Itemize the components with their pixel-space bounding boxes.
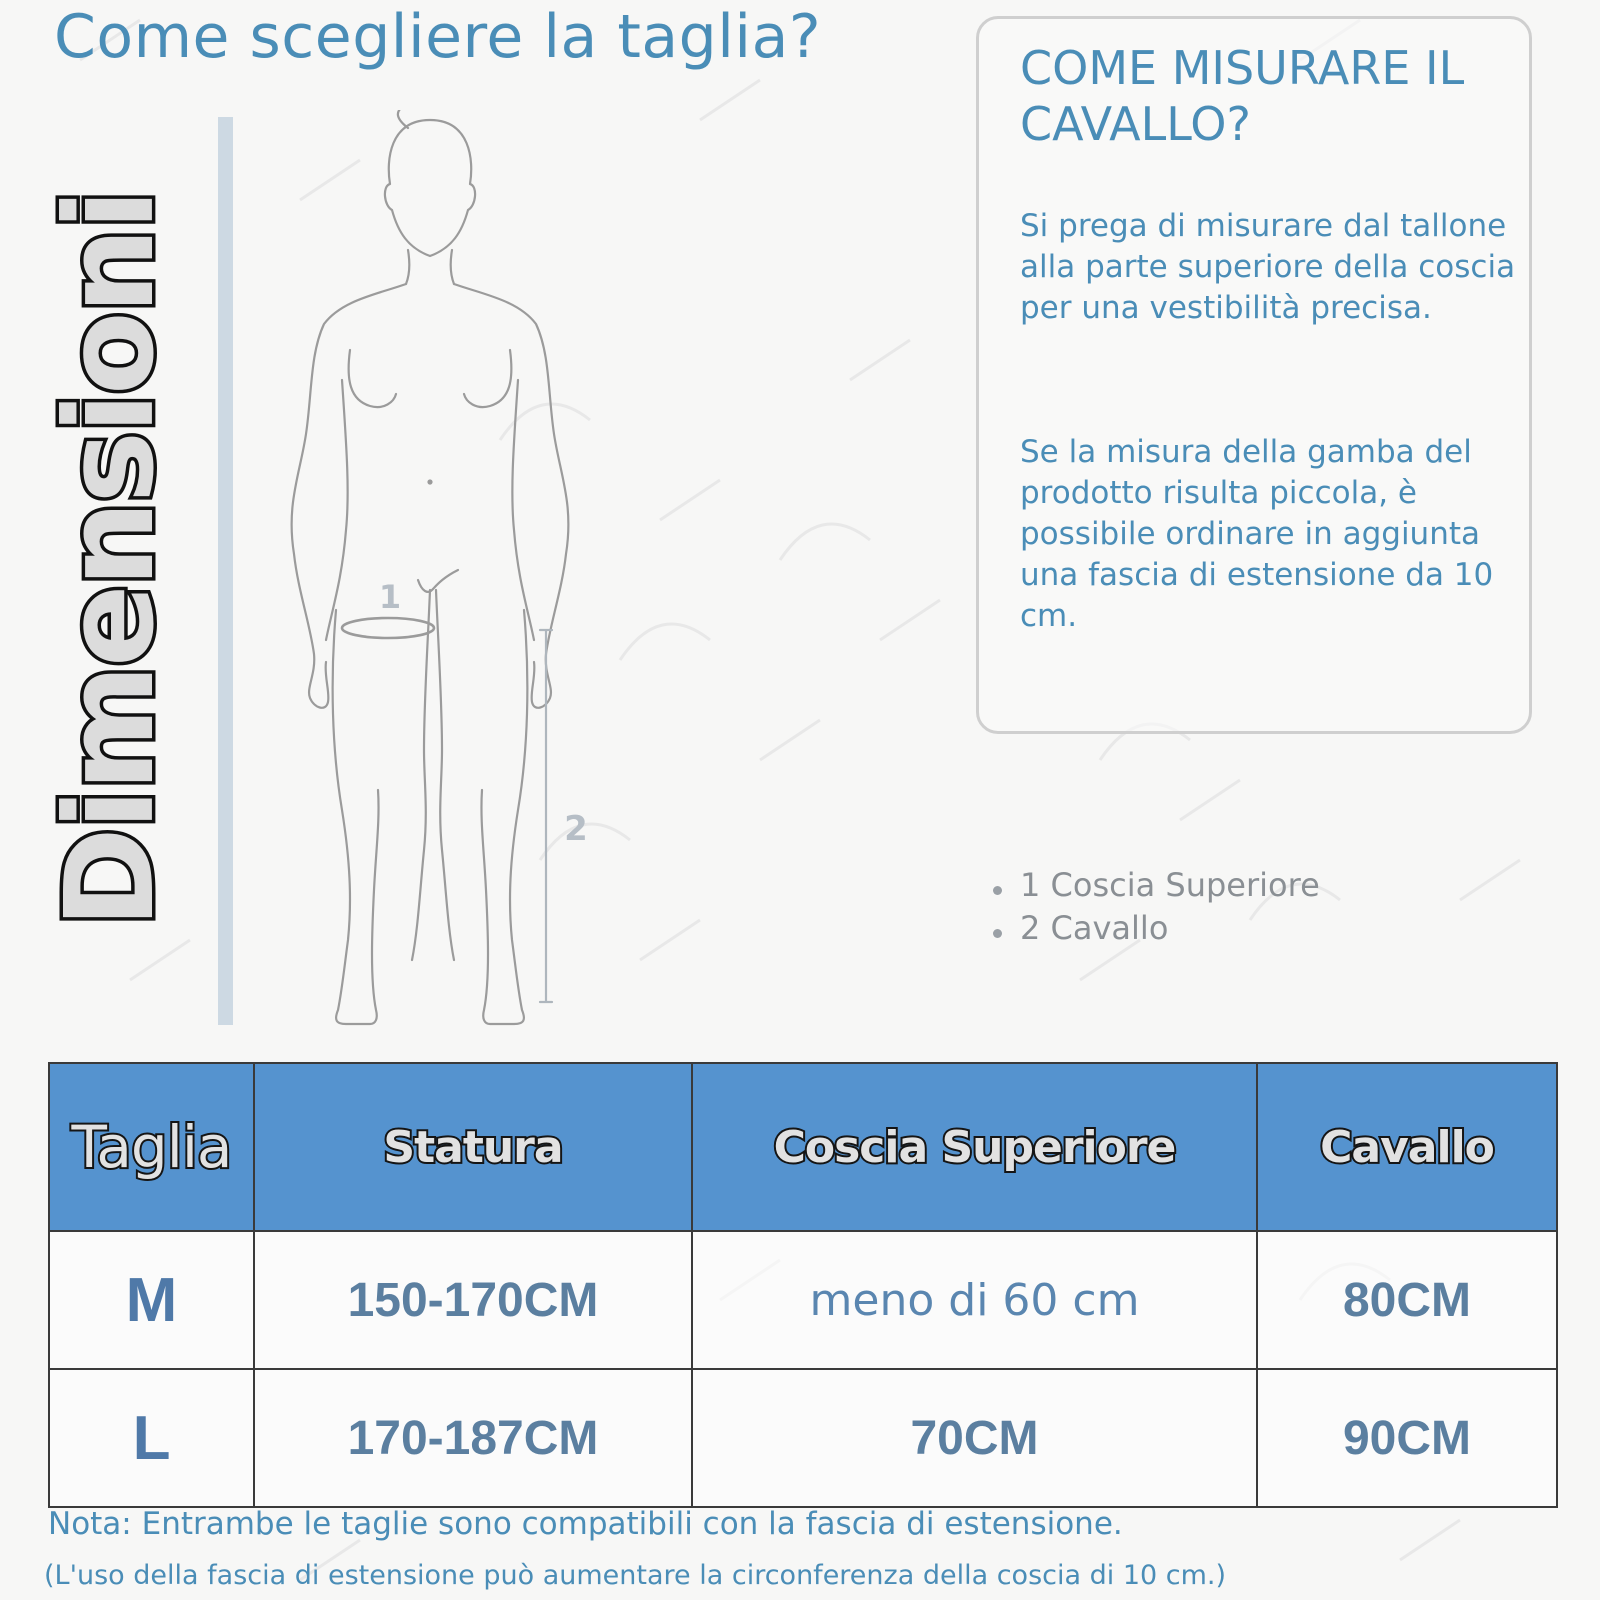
compatibility-note: Nota: Entrambe le taglie sono compatibili con la fascia di estensione.	[48, 1506, 1123, 1542]
inseam-cell: 80CM	[1257, 1231, 1557, 1369]
size-cell: M	[49, 1231, 254, 1369]
height-cell: 150-170CM	[254, 1231, 692, 1369]
table-header-row	[49, 1063, 1557, 1231]
info-box-instruction: Si prega di misurare dal tallone alla parte superiore della coscia per una vestibilità precisa.	[1020, 208, 1516, 326]
extension-band-note: (L'uso della fascia di estensione può aumentare la circonferenza della coscia di 10 cm.)	[44, 1560, 1227, 1591]
upper-thigh-cell: 70CM	[692, 1369, 1257, 1507]
info-box-heading: COME MISURARE IL CAVALLO?	[1020, 41, 1465, 151]
table-row	[49, 1369, 1557, 1507]
measurement-legend	[990, 864, 1320, 950]
height-ruler	[218, 117, 233, 1025]
inseam-marker: 2	[564, 809, 588, 849]
column-header-inseam: Cavallo	[1257, 1063, 1557, 1231]
column-header-upper-thigh: Coscia Superiore	[692, 1063, 1257, 1231]
column-header-height: Statura	[254, 1063, 692, 1231]
body-silhouette	[290, 110, 610, 1030]
dimensions-vertical-label: Dimensioni	[39, 191, 181, 929]
page-title: Come scegliere la taglia?	[54, 2, 822, 72]
height-cell: 170-187CM	[254, 1369, 692, 1507]
size-cell: L	[49, 1369, 254, 1507]
info-box-extension-note: Se la misura della gamba del prodotto risulta piccola, è possibile ordinare in aggiunta una fascia di estensione da 10 cm.	[1020, 434, 1494, 634]
upper-thigh-cell: meno di 60 cm	[692, 1231, 1257, 1369]
legend-item: 1 Coscia Superiore	[990, 864, 1320, 907]
inseam-cell: 90CM	[1257, 1369, 1557, 1507]
column-header-size: Taglia	[49, 1063, 254, 1231]
size-table	[48, 1062, 1558, 1508]
thigh-marker: 1	[378, 578, 402, 616]
table-row	[49, 1231, 1557, 1369]
legend-item: 2 Cavallo	[990, 907, 1320, 950]
